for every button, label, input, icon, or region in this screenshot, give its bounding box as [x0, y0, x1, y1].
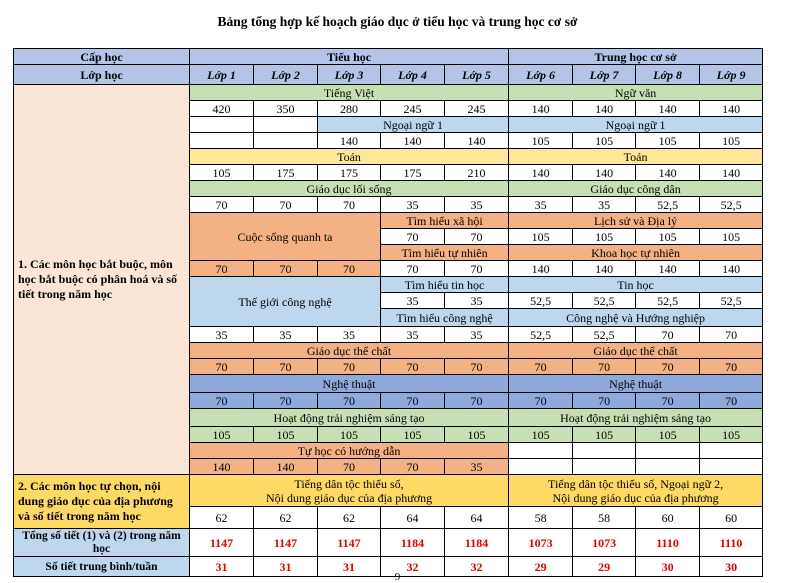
table-cell: 140	[636, 261, 700, 277]
header-lop-hoc: Lớp học	[14, 65, 190, 85]
table-cell: 245	[381, 101, 445, 117]
table-cell: 70	[254, 393, 318, 409]
empty-cell	[636, 443, 700, 459]
header-tieu-hoc: Tiểu học	[190, 49, 509, 65]
table-cell: 140	[509, 101, 573, 117]
table-cell: 140	[381, 133, 445, 149]
table-cell: 35	[381, 327, 445, 343]
table-cell: 70	[190, 261, 254, 277]
table-cell: 70	[190, 359, 254, 375]
table-cell	[190, 133, 254, 149]
table-cell: 52,5	[636, 197, 700, 213]
table-cell: 70	[636, 327, 700, 343]
table-cell: 140	[700, 165, 763, 181]
table-cell: 70	[700, 359, 763, 375]
grade-header: Lớp 2	[254, 65, 318, 85]
table-cell: 140	[445, 133, 509, 149]
table-cell: 70	[318, 261, 381, 277]
table-cell: 70	[381, 393, 445, 409]
table-cell: 60	[636, 507, 700, 529]
subject-ngoai-ngu-1-thcs: Ngoại ngữ 1	[509, 117, 763, 133]
weekly-cell: 31	[318, 557, 381, 577]
education-plan-table	[13, 48, 763, 577]
table-cell: 105	[254, 427, 318, 443]
total-cell: 1147	[190, 529, 254, 557]
table-cell: 52,5	[509, 293, 573, 309]
total-cell: 1073	[509, 529, 573, 557]
empty-cell	[509, 443, 573, 459]
table-cell: 70	[700, 327, 763, 343]
table-cell: 60	[700, 507, 763, 529]
table-cell: 52,5	[509, 327, 573, 343]
subject-dia-phuong-thcs-line2: Nội dung giáo dục của địa phương	[552, 490, 719, 505]
subject-gd-loi-song: Giáo dục lối sống	[190, 181, 509, 197]
table-cell: 105	[700, 229, 763, 245]
weekly-label: Số tiết trung bình/tuần	[14, 557, 190, 577]
table-cell: 52,5	[573, 293, 636, 309]
subject-cuoc-song-quanh-ta: Cuộc sống quanh ta	[190, 213, 381, 261]
table-cell: 105	[381, 427, 445, 443]
table-cell: 140	[636, 165, 700, 181]
subject-tu-hoc: Tự học có hướng dẫn	[190, 443, 509, 459]
table-cell: 140	[509, 165, 573, 181]
page-number: 9	[394, 571, 401, 583]
table-cell: 140	[509, 261, 573, 277]
table-cell: 35	[509, 197, 573, 213]
subject-cong-nghe-huong-nghiep: Công nghệ và Hướng nghiệp	[509, 309, 763, 327]
weekly-cell: 30	[700, 557, 763, 577]
table-cell: 70	[190, 197, 254, 213]
table-cell: 105	[636, 229, 700, 245]
subject-tieng-viet: Tiếng Việt	[190, 85, 509, 101]
table-cell: 210	[445, 165, 509, 181]
subject-dia-phuong-thcs	[509, 475, 763, 507]
table-cell: 175	[381, 165, 445, 181]
table-cell: 175	[254, 165, 318, 181]
subject-dia-phuong-th	[190, 475, 509, 507]
table-cell: 70	[254, 359, 318, 375]
empty-cell	[254, 117, 318, 133]
table-cell: 70	[318, 197, 381, 213]
totals-row	[14, 529, 763, 557]
table-cell: 70	[254, 197, 318, 213]
table-cell: 35	[573, 197, 636, 213]
table-cell: 70	[381, 459, 445, 475]
table-cell: 70	[318, 393, 381, 409]
table-cell: 70	[636, 393, 700, 409]
subject-gdtc-thcs: Giáo dục thể chất	[509, 343, 763, 359]
totals-label: Tổng số tiết (1) và (2) trong năm học	[14, 529, 190, 557]
subject-nghe-thuat-th: Nghệ thuật	[190, 375, 509, 393]
table-cell: 58	[573, 507, 636, 529]
table-cell: 140	[254, 459, 318, 475]
table-cell: 35	[254, 327, 318, 343]
table-cell: 70	[445, 359, 509, 375]
total-cell: 1184	[445, 529, 509, 557]
table-cell: 35	[190, 327, 254, 343]
grade-header: Lớp 8	[636, 65, 700, 85]
subject-dia-phuong-th-line1: Tiếng dân tộc thiểu số,	[294, 476, 404, 491]
table-cell: 35	[445, 293, 509, 309]
total-cell: 1073	[573, 529, 636, 557]
table-cell: 70	[318, 459, 381, 475]
empty-cell	[636, 459, 700, 475]
table-cell: 105	[190, 427, 254, 443]
total-cell: 1147	[254, 529, 318, 557]
grade-header: Lớp 3	[318, 65, 381, 85]
weekly-cell: 32	[381, 557, 445, 577]
subject-gd-cong-dan: Giáo dục công dân	[509, 181, 763, 197]
table-cell: 140	[573, 261, 636, 277]
header-thcs: Trung học cơ sở	[509, 49, 763, 65]
subject-tim-hieu-cong-nghe: Tìm hiểu công nghệ	[381, 309, 509, 327]
weekly-cell: 31	[190, 557, 254, 577]
table-cell: 35	[445, 459, 509, 475]
empty-cell	[573, 459, 636, 475]
table-cell: 70	[573, 359, 636, 375]
table-cell: 70	[254, 261, 318, 277]
table-cell: 70	[509, 393, 573, 409]
table-cell: 105	[509, 133, 573, 149]
table-cell: 105	[318, 427, 381, 443]
grade-header: Lớp 4	[381, 65, 445, 85]
table-cell: 64	[381, 507, 445, 529]
table-cell: 70	[445, 393, 509, 409]
table-cell: 64	[445, 507, 509, 529]
weekly-cell: 29	[573, 557, 636, 577]
table-cell: 350	[254, 101, 318, 117]
header-cap-hoc: Cấp học	[14, 49, 190, 65]
empty-cell	[573, 443, 636, 459]
table-cell: 52,5	[700, 197, 763, 213]
table-cell: 35	[445, 327, 509, 343]
grade-header: Lớp 5	[445, 65, 509, 85]
table-cell: 105	[573, 133, 636, 149]
table-cell: 70	[381, 229, 445, 245]
table-cell: 52,5	[573, 327, 636, 343]
table-cell: 105	[509, 427, 573, 443]
grade-header: Lớp 6	[509, 65, 573, 85]
subject-tim-hieu-tu-nhien: Tìm hiểu tự nhiên	[381, 245, 509, 261]
table-cell: 140	[190, 459, 254, 475]
table-cell: 175	[318, 165, 381, 181]
table-cell: 70	[509, 359, 573, 375]
table-cell: 70	[381, 359, 445, 375]
table-cell: 140	[700, 261, 763, 277]
empty-cell	[700, 443, 763, 459]
empty-cell	[190, 117, 254, 133]
table-cell: 140	[636, 101, 700, 117]
table-cell: 105	[636, 133, 700, 149]
table-cell: 35	[445, 197, 509, 213]
grade-header: Lớp 9	[700, 65, 763, 85]
empty-cell	[509, 459, 573, 475]
subject-khoa-hoc-tu-nhien: Khoa học tự nhiên	[509, 245, 763, 261]
table-cell: 35	[318, 327, 381, 343]
table-cell: 105	[445, 427, 509, 443]
table-cell: 70	[318, 359, 381, 375]
subject-nghe-thuat-thcs: Nghệ thuật	[509, 375, 763, 393]
table-cell: 140	[318, 133, 381, 149]
table-cell: 62	[190, 507, 254, 529]
subject-dia-phuong-th-line2: Nội dung giáo dục của địa phương	[265, 490, 433, 505]
grade-header: Lớp 1	[190, 65, 254, 85]
subject-dia-phuong-thcs-line1: Tiếng dân tộc thiểu số, Ngoại ngữ 2,	[548, 476, 724, 491]
weekly-cell: 31	[254, 557, 318, 577]
section-2-label: 2. Các môn học tự chọn, nội dung giáo dục của địa phương và số tiết trong năm học	[14, 475, 190, 529]
header-row-grades	[14, 65, 763, 85]
table-cell: 105	[509, 229, 573, 245]
document-title: Bảng tổng hợp kế hoạch giáo dục ở tiểu học và trung học cơ sở	[217, 14, 578, 29]
weekly-cell: 32	[445, 557, 509, 577]
section-1-label: 1. Các môn học bắt buộc, môn học bắt buộc có phân hoá và số tiết trong năm học	[14, 85, 190, 475]
header-row-level	[14, 49, 763, 65]
subject-tin-hoc: Tin học	[509, 277, 763, 293]
subject-hdtn-thcs: Hoạt động trải nghiệm sáng tạo	[509, 409, 763, 427]
table-cell: 70	[381, 261, 445, 277]
table-cell: 105	[700, 427, 763, 443]
subject-hdtn-th: Hoạt động trải nghiệm sáng tạo	[190, 409, 509, 427]
table-cell: 105	[636, 427, 700, 443]
subject-lich-su-dia-ly: Lịch sử và Địa lý	[509, 213, 763, 229]
weekly-cell: 29	[509, 557, 573, 577]
table-cell: 70	[700, 393, 763, 409]
subject-tim-hieu-xa-hoi: Tìm hiểu xã hội	[381, 213, 509, 229]
total-cell: 1110	[636, 529, 700, 557]
table-cell: 62	[254, 507, 318, 529]
subject-ngu-van: Ngữ văn	[509, 85, 763, 101]
table-cell: 245	[445, 101, 509, 117]
table-cell: 62	[318, 507, 381, 529]
table-cell: 70	[636, 359, 700, 375]
weekly-cell: 30	[636, 557, 700, 577]
table-cell: 140	[573, 165, 636, 181]
table-cell: 105	[573, 229, 636, 245]
subject-ngoai-ngu-1-th: Ngoại ngữ 1	[318, 117, 509, 133]
subject-toan-thcs: Toán	[509, 149, 763, 165]
table-cell: 58	[509, 507, 573, 529]
table-cell: 70	[190, 393, 254, 409]
grade-header: Lớp 7	[573, 65, 636, 85]
table-cell: 105	[190, 165, 254, 181]
subject-toan-th: Toán	[190, 149, 509, 165]
table-cell: 105	[700, 133, 763, 149]
table-cell: 35	[381, 197, 445, 213]
total-cell: 1184	[381, 529, 445, 557]
table-cell: 280	[318, 101, 381, 117]
table-cell: 140	[700, 101, 763, 117]
table-cell: 420	[190, 101, 254, 117]
subject-tim-hieu-tin-hoc: Tìm hiểu tin học	[381, 277, 509, 293]
table-cell: 105	[573, 427, 636, 443]
table-cell	[254, 133, 318, 149]
table-cell: 35	[381, 293, 445, 309]
empty-cell	[700, 459, 763, 475]
table-cell: 140	[573, 101, 636, 117]
subject-the-gioi-cong-nghe: Thế giới công nghệ	[190, 277, 381, 327]
total-cell: 1147	[318, 529, 381, 557]
subject-gdtc-th: Giáo dục thể chất	[190, 343, 509, 359]
table-cell: 52,5	[636, 293, 700, 309]
total-cell: 1110	[700, 529, 763, 557]
table-cell: 70	[445, 229, 509, 245]
table-cell: 70	[573, 393, 636, 409]
table-cell: 52,5	[700, 293, 763, 309]
table-cell: 70	[445, 261, 509, 277]
